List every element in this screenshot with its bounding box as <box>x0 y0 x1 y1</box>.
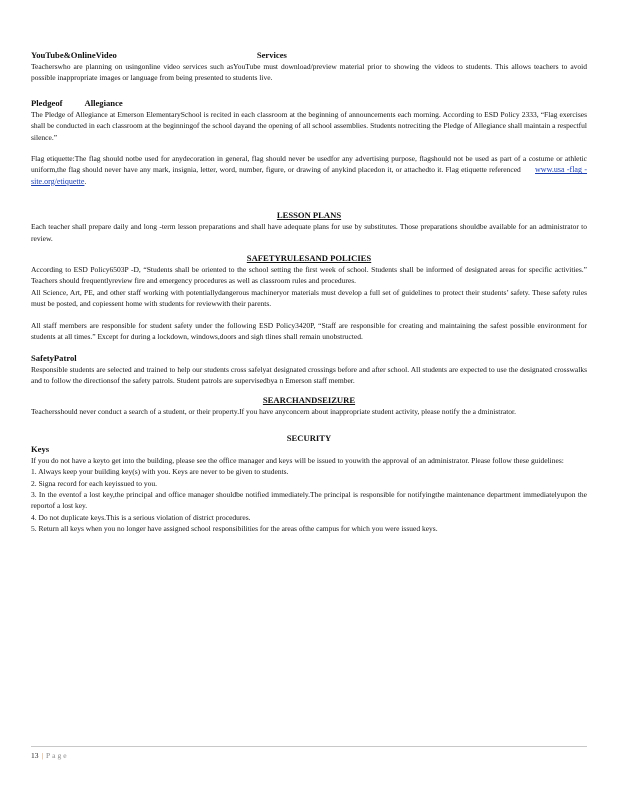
page-label: Page <box>46 751 69 760</box>
page-number: 13 <box>31 751 39 760</box>
youtube-heading <box>31 50 587 61</box>
lesson-plans-title: LESSON PLANS <box>276 210 342 221</box>
keys-item-4: 4. Do not duplicate keys.This is a serious violation of district procedures. <box>31 512 251 522</box>
keys-intro: If you do not have a keyto get into the building, please see the office manager and keys will be issued to youwith the approval of an administrator. Please follow these guidelines: <box>31 455 564 465</box>
youtube-body: Teacherswho are planning on usingonline video services such asYouTube must download/preview material prior to showing the videos to students. This allows teachers to avoid possible inappropriate images or language from being presented to students live. <box>31 62 587 83</box>
pledge-heading-left: Pledgeof <box>31 97 63 108</box>
flag-etiquette-body <box>31 153 587 187</box>
lesson-plans-body: Each teacher shall prepare daily and long -term lesson preparations and shall have adequate plans for use by substitutes. Those preparations shouldbe available for an administrator to review. <box>31 222 587 243</box>
youtube-heading-right: Services <box>256 50 287 60</box>
keys-item-1: 1. Always keep your building key(s) with you. Keys are never to be given to students. <box>31 467 289 477</box>
search-seizure-heading <box>31 394 587 406</box>
keys-item-5: 5. Return all keys when you no longer have assigned school responsibilities for the areas ofthe campus for which you were issued keys. <box>31 524 438 534</box>
footer-separator: | <box>41 751 44 760</box>
safety-rules-p1: According to ESD Policy6503P -D, “Students shall be oriented to the school setting the first week of school. Students shall be informed of designated areas for specific activities.” Teachers should frequentlyreview fire and emergency procedures as well as classroom rules and procedures. <box>31 265 587 286</box>
safety-patrol-body: Responsible students are selected and trained to help our students cross safelyat designated crossings before and after school. All students are expected to use the designated crosswalks and to follow the directionsof the safety patrols. Student patrols are supervisedbya n Emerson staff member. <box>31 364 587 385</box>
safety-rules-title: SAFETYRULESAND POLICIES <box>246 253 372 264</box>
flag-etiquette-link-suffix: . <box>84 176 87 186</box>
pledge-body: The Pledge of Allegiance at Emerson ElementarySchool is recited in each classroom at the beginning of announcements each morning. According to ESD Policy 2333, “Flag exercises shall be conducted in each classroom at the beginningof the school dayand the opening of all school assemblies. Students notreciting the Pledge of Allegiance shall maintain a respectful silence.” <box>31 109 587 142</box>
lesson-plans-heading <box>31 209 587 221</box>
flag-etiquette-text: Flag etiquette:The flag should notbe used for anydecoration in general, flag should never be usedfor any advertising purpose, flagshould not be used as part of a costume or athletic uniform,the flag should never have any mark, insignia, letter, word, number, figure, or drawing of anykind placedon it, or attachedto it. Flag etiquette referenced <box>31 154 587 175</box>
safety-rules-p3: All staff members are responsible for student safety under the following ESD Policy3420P, “Staff are responsible for creating and maintaining the safest possible environment for students at all times.” Except for during a lockdown, windows,doors and sigh tlines shall remain unobstructed. <box>31 320 587 342</box>
safety-rules-p2: All Science, Art, PE, and other staff working with potentiallydangerous machineryor materials must develop a full set of guidelines to protect their students’ safety. These safety rules must be posted, and copiessent home with students for reviewwith their parents. <box>31 287 587 309</box>
search-seizure-body: Teachersshould never conduct a search of a student, or their property.If you have anyconcern about inappropriate student activity, please notify the a dministrator. <box>31 407 516 417</box>
security-heading: SECURITY <box>286 432 332 443</box>
safety-rules-heading <box>31 252 587 264</box>
page-footer <box>31 746 587 761</box>
pledge-heading <box>31 98 587 109</box>
search-seizure-title: SEARCHANDSEIZURE <box>262 395 356 406</box>
pledge-heading-right: Allegiance <box>84 97 123 108</box>
youtube-heading-left: YouTube&OnlineVideo <box>31 50 117 60</box>
keys-item-2: 2. Signa record for each keyissued to you. <box>31 478 158 488</box>
flag-etiquette-link[interactable]: www.usa -flag -site.org/etiquette <box>31 165 588 186</box>
keys-item-3: 3. In the eventof a lost key,the principal and office manager shouldbe notified immediately.The principal is responsible for notifyingthe maintenance department immediatelyupon the reportof a lost key. <box>31 489 587 511</box>
keys-heading: Keys <box>31 443 50 454</box>
safety-patrol-heading: SafetyPatrol <box>31 352 77 363</box>
document-page <box>31 50 587 535</box>
